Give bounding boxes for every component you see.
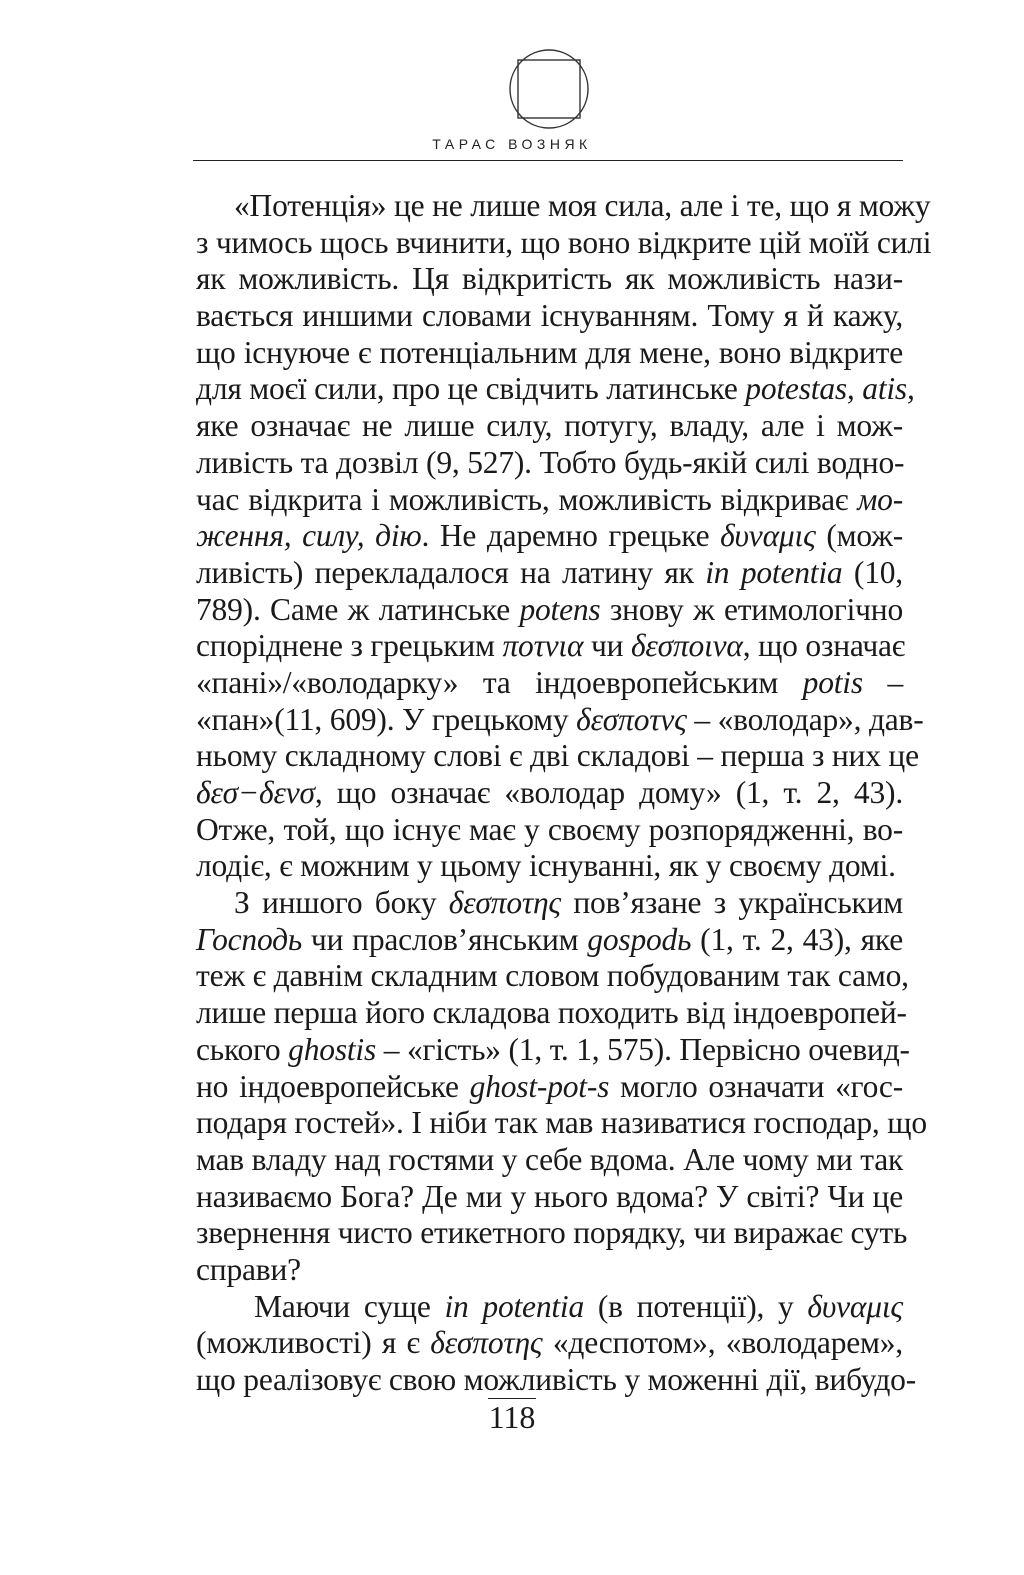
circle-square-emblem-icon [508,48,590,130]
text-line: споріднене з грецьким ποτνια чи δεσποινα, що означає [196,628,906,664]
text-line: теж є давнім складним словом побудованим так само, [196,958,909,994]
running-head: ТАРАС ВОЗНЯК [432,136,592,152]
text-line: звернення чисто етикетного порядку, чи виражає суть [196,1215,908,1251]
text-line: лише перша його складова походить від індоевропей- [196,995,907,1031]
text-line: лодіє, є можним у цьому існуванні, як у своєму домі. [196,848,896,884]
text-line: подаря гостей». І ніби так мав називатися господар, що [196,1105,927,1141]
page-number: 118 [488,1399,536,1435]
text-line: ливість та дозвіл (9, 527). Тобто будь-якій силі водно- [196,444,905,480]
text-line: що реалізовує свою можливість у моженні дії, вибудо- [196,1362,916,1397]
text-line: називаємо Бога? Де ми у нього вдома? У світі? Чи це [196,1178,903,1214]
text-line: (можливості) я є δεσποτης «деспотом», «володарем», [196,1325,903,1361]
text-line: час відкрита і можливість, можливість відкриває мо- [196,481,903,517]
text-line: З иншого боку δεσποτης пов’язане з українським [234,885,903,921]
text-line: що існуюче є потенціальним для мене, воно відкрите [196,334,903,370]
text-line: δεσ−δενσ, що означає «володар дому» (1, т. 2, 43). [196,775,903,810]
header-rule [193,160,903,161]
text-line: ливість) перекладалося на латину як in potentia (10, [196,554,903,590]
text-line: Господь чи праслов’янським gospodь (1, т. 2, 43), яке [196,921,903,957]
text-line: яке означає не лише силу, потугу, владу, але і мож- [196,408,903,444]
text-line: як можливість. Ця відкритість як можливість нази- [196,261,903,297]
text-line: «пан»(11, 609). У грецькому δεσποτνς – «володар», дав- [196,701,924,737]
text-line: Отже, той, що існує має у своєму розпорядженні, во- [196,811,903,847]
text-line: ньому складному слові є дві складові – перша з них це [196,738,919,774]
text-line: мав владу над гостями у себе вдома. Але чому ми так [196,1141,904,1177]
text-line: «пані»/«володарку» та індоевропейським potis – [196,664,903,700]
text-line: Маючи суще in potentia (в потенції), у δυναμις [254,1288,903,1324]
text-line: ського ghostis – «гість» (1, т. 1, 575). Первісно очевид- [196,1031,910,1067]
text-line: ження, силу, дію. Не даремно грецьке δυναμις (мож- [196,518,903,554]
text-line: для моєї сили, про це свідчить латинське potestas, atis, [196,371,915,407]
text-line: справи? [196,1251,301,1287]
text-line: 789). Саме ж латинське potens знову ж етимологічно [196,591,904,627]
body-text [196,188,932,1399]
text-line: вається иншими словами існуванням. Тому я й кажу, [196,298,903,334]
text-line: з чимось щось вчинити, що воно відкрите цій моїй силі [196,224,932,260]
text-line: но індоевропейське ghost-pot-s могло означати «гос- [196,1068,903,1104]
text-line: «Потенція» це не лише моя сила, але і те, що я можу [234,188,931,223]
